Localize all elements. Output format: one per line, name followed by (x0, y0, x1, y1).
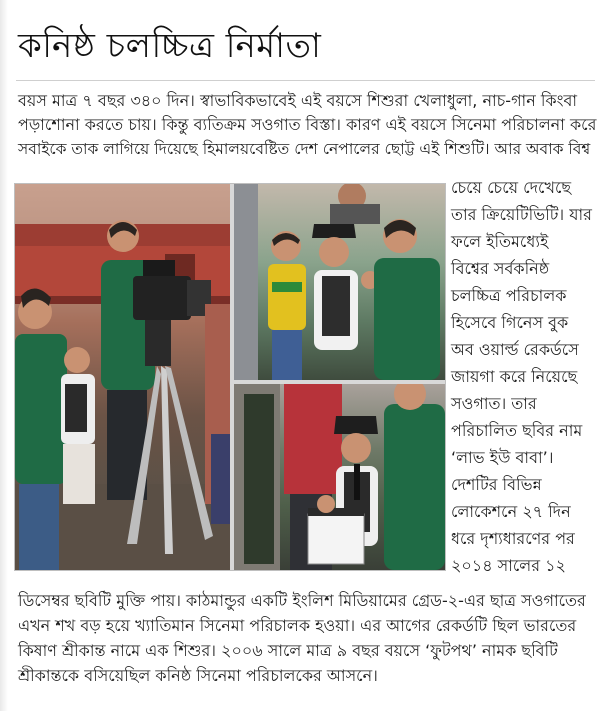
body-text-line: বয়স মাত্র ৭ বছর ৩৪০ দিন। স্বাভাবিকভাবেই এই বয়সে শিশুরা খেলাধুলা, নাচ-গান কিংবা (18, 91, 578, 110)
side-column-line: সওগাত। তার (451, 394, 537, 413)
page-edge-shadow (0, 0, 8, 711)
photo-child-with-clapperboard (234, 384, 445, 570)
side-column-line: লোকেশনে ২৭ দিন (451, 502, 571, 521)
body-text-line: সবাইকে তাক লাগিয়ে দিয়েছে হিমালয়বেষ্টিত দেশ নেপালের ছোট্ট এই শিশুটি। আর অবাক বিশ্ব (18, 140, 591, 158)
side-column-line: চেয়ে চেয়ে দেখেছে (451, 178, 572, 197)
side-column-line: চলচ্চিত্র পরিচালক (451, 286, 567, 305)
side-column-line: ২০১৪ সালের ১২ (451, 556, 566, 575)
side-column-line: ‘লাভ ইউ বাবা’। (451, 448, 554, 467)
photo-film-crew-camera-illustration (15, 184, 230, 570)
side-column-line: অব ওয়ার্ল্ড রেকর্ডসে (451, 340, 579, 359)
side-column-line: বিশ্বের সর্বকনিষ্ঠ (451, 259, 550, 278)
photo-director-child-with-crew (234, 184, 445, 380)
body-text-line: ডিসেম্বর ছবিটি মুক্তি পায়। কাঠমান্ডুর একটি ইংলিশ মিডিয়ামের গ্রেড-২-এর ছাত্র সওগাতের (18, 591, 586, 610)
photo-director-child-illustration (234, 184, 445, 380)
side-column-line: তার ক্রিয়েটিভিটি। যার (451, 205, 592, 224)
photo-film-crew-camera (15, 184, 230, 570)
body-text-line: কিষাণ শ্রীকান্ত নামে এক শিশুর। ২০০৬ সালে মাত্র ৯ বছর বয়সে ‘ফুটপথ’ নামক ছবিটি (18, 641, 558, 660)
side-column-line: পরিচালিত ছবির নাম (451, 421, 583, 440)
body-text-line: পড়াশোনা করতে চায়। কিন্তু ব্যতিক্রম সওগাত বিস্তা। কারণ এই বয়সে সিনেমা পরিচালনা করে (18, 115, 597, 134)
side-column-line: হিসেবে গিনেস বুক (451, 313, 569, 332)
body-text-line: শ্রীকান্তকে বসিয়েছিল কনিষ্ঠ সিনেমা পরিচালকের আসনে। (18, 666, 378, 685)
headline-divider (16, 80, 595, 81)
side-column-line: জায়গা করে নিয়েছে (451, 367, 578, 386)
photo-collage (14, 183, 446, 571)
photo-clapperboard-illustration (234, 384, 445, 570)
side-column-line: ফলে ইতিমধ্যেই (451, 232, 549, 251)
side-column-line: দেশটির বিভিন্ন (451, 475, 542, 494)
body-text-line: এখন শখ বড় হয়ে খ্যাতিমান সিনেমা পরিচালক হওয়া। এর আগের রেকর্ডটি ছিল ভারতের (18, 616, 577, 635)
side-column-line: ধরে দৃশ্যধারণের পর (451, 529, 575, 548)
headline: কনিষ্ঠ চলচ্চিত্র নির্মাতা (18, 26, 322, 66)
